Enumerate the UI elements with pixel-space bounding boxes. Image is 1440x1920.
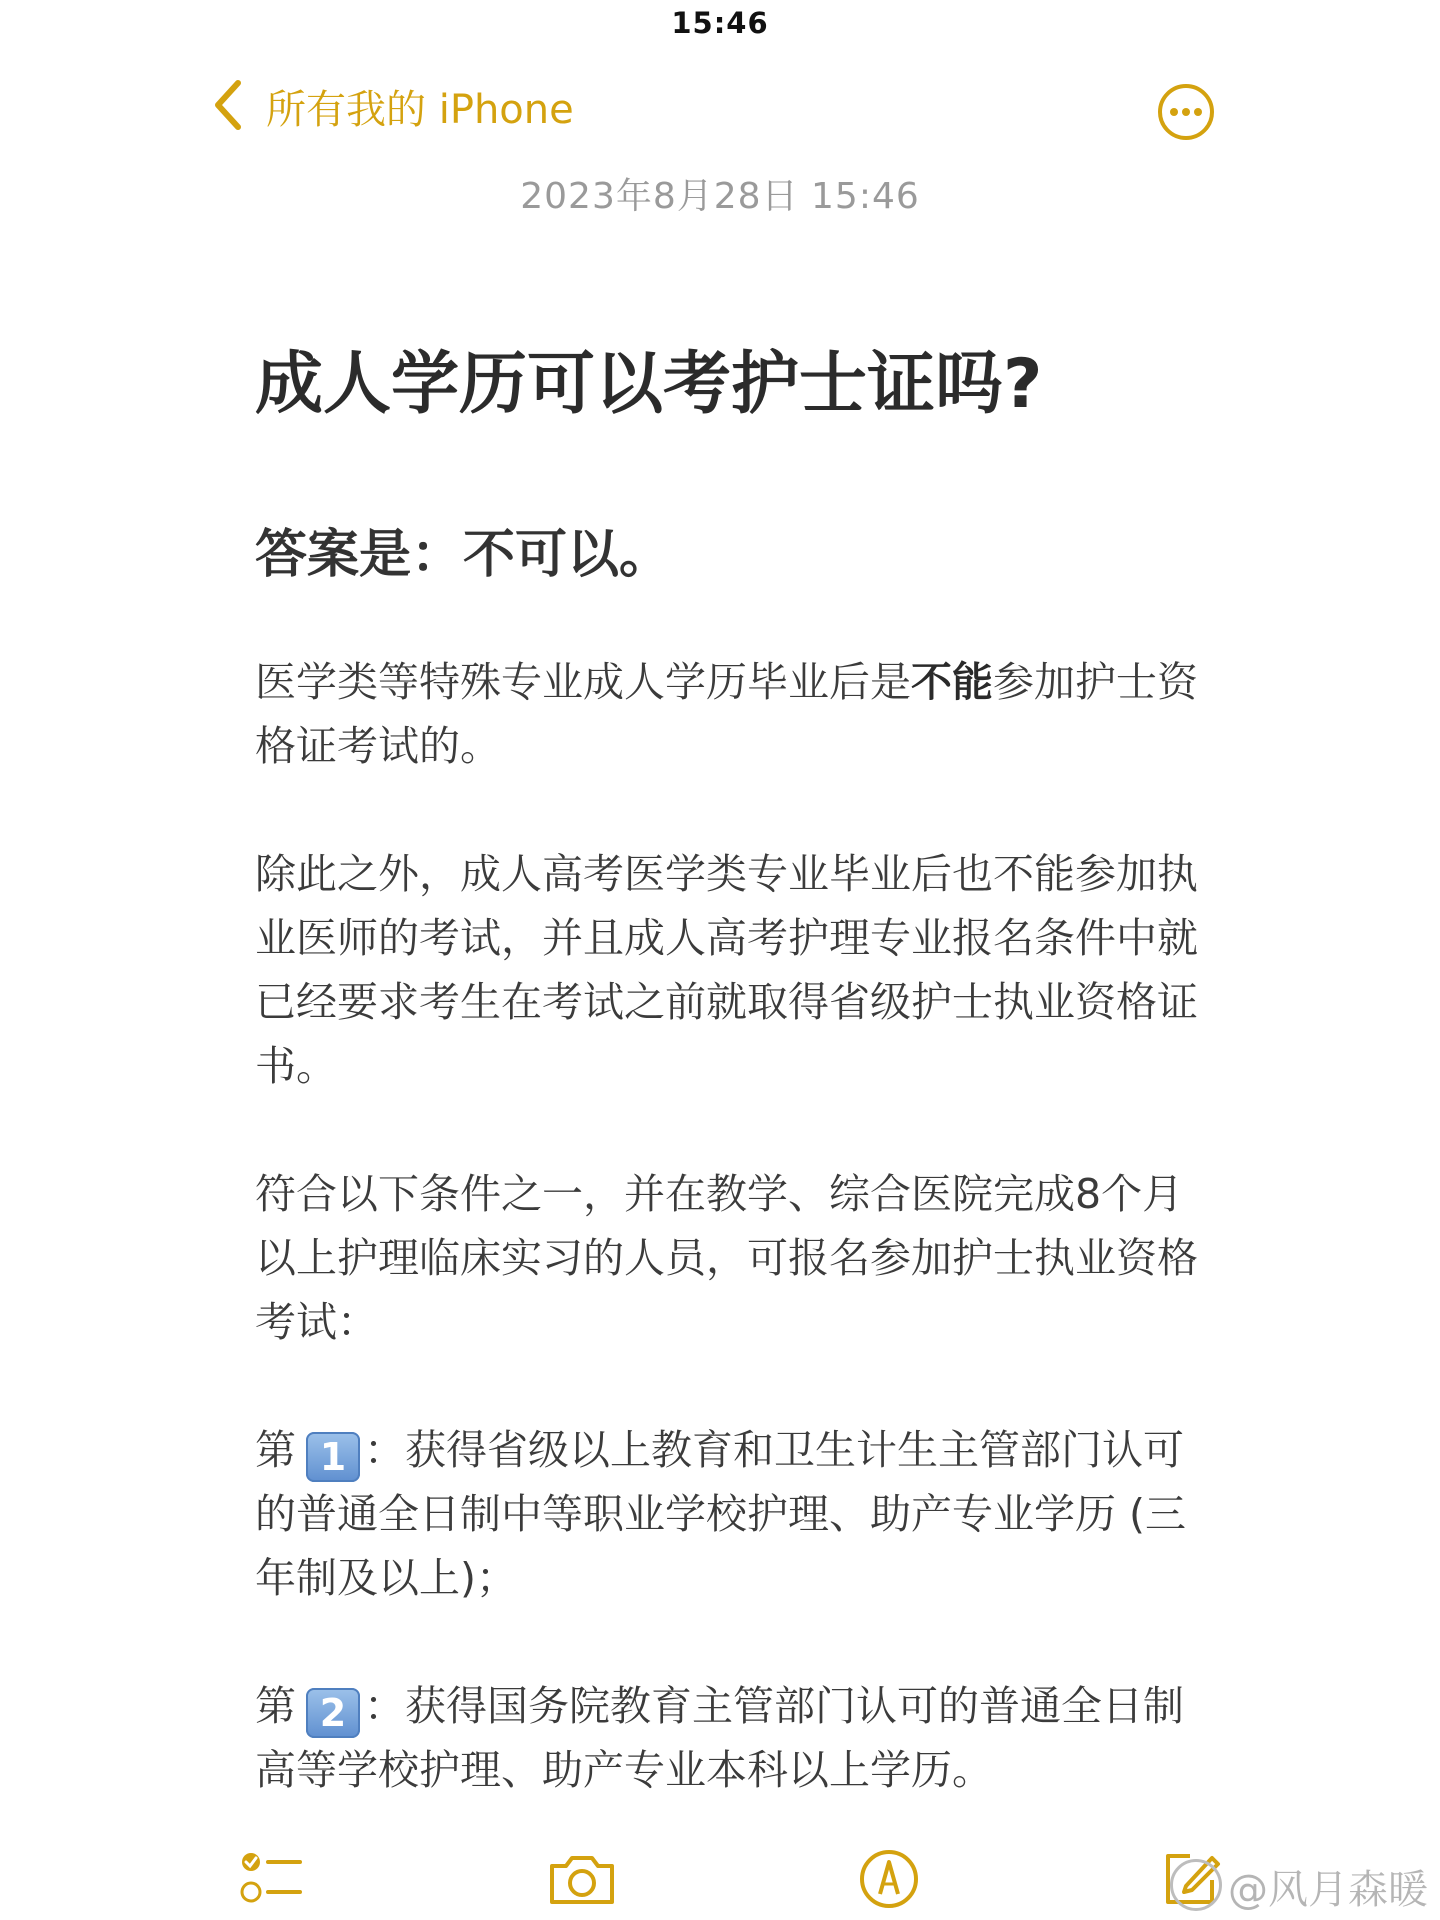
keycap-1-icon: 1	[306, 1432, 360, 1482]
watermark	[1170, 1858, 1428, 1915]
p1-text-start: 医学类等特殊专业成人学历毕业后是	[255, 658, 911, 706]
item2-prefix: 第	[255, 1682, 296, 1730]
weibo-logo-icon	[1170, 1859, 1222, 1911]
checklist-icon	[240, 1848, 304, 1908]
note-title: 成人学历可以考护士证吗?	[255, 345, 1043, 424]
note-list-item-1	[255, 1418, 1205, 1610]
markup-pen-icon	[858, 1848, 920, 1910]
chevron-left-icon	[212, 79, 244, 135]
camera-button[interactable]	[546, 1848, 618, 1912]
note-answer-heading: 答案是：不可以。	[255, 525, 672, 585]
markup-button[interactable]	[858, 1848, 920, 1914]
item1-prefix: 第	[255, 1426, 296, 1474]
note-list-item-2	[255, 1674, 1205, 1802]
note-paragraph-2: 除此之外，成人高考医学类专业毕业后也不能参加执业医师的考试，并且成人高考护理专业报名条件中就已经要求考生在考试之前就取得省级护士执业资格证书。	[255, 850, 1198, 1090]
status-bar-time: 15:46	[671, 6, 769, 40]
note-body[interactable]	[255, 650, 1205, 1866]
p1-bold-text: 不能	[911, 658, 993, 706]
item2-text: ：获得国务院教育主管部门认可的普通全日制高等学校护理、助产专业本科以上学历。	[255, 1682, 1184, 1794]
keycap-2-icon: 2	[306, 1688, 360, 1738]
back-button-label: 所有我的 iPhone	[266, 87, 574, 133]
note-paragraph-1	[255, 650, 1205, 778]
watermark-text: @风月森暖	[1228, 1867, 1428, 1913]
ellipsis-circle-icon	[1156, 82, 1216, 142]
p1-text-end: 参加护士资格证考试的。	[255, 658, 1198, 770]
item1-text: ：获得省级以上教育和卫生计生主管部门认可的普通全日制中等职业学校护理、助产专业学历 (三年制及以上)；	[255, 1426, 1187, 1602]
camera-icon	[546, 1848, 618, 1908]
more-button[interactable]	[1156, 82, 1216, 142]
back-button[interactable]	[212, 78, 574, 135]
note-paragraph-3: 符合以下条件之一，并在教学、综合医院完成8个月以上护理临床实习的人员，可报名参加护士执业资格考试：	[255, 1170, 1198, 1346]
note-date: 2023年8月28日 15:46	[520, 176, 920, 217]
checklist-button[interactable]	[240, 1848, 304, 1912]
